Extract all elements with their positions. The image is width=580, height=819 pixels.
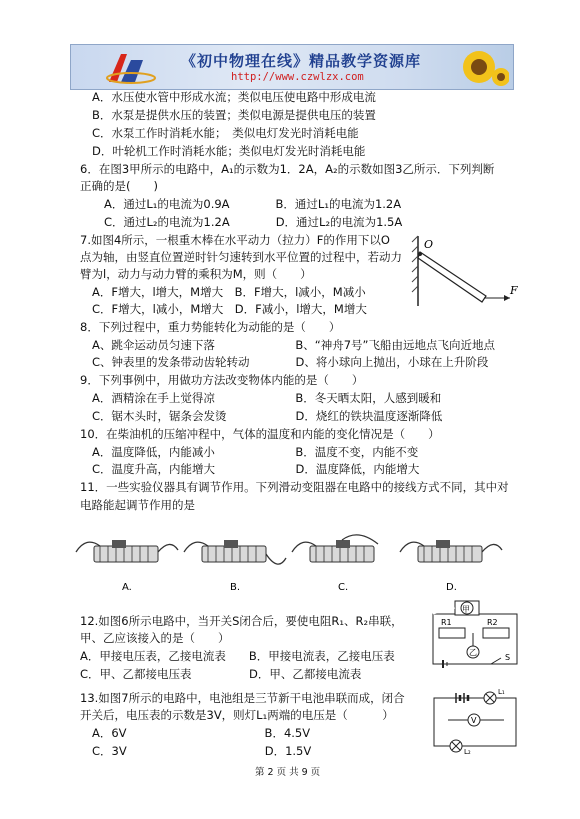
q9-options-ab: A．酒精涂在手上觉得凉 B．冬天晒太阳，人感到暖和	[92, 391, 442, 405]
banner-title: 《初中物理在线》精品教学资源库	[181, 52, 422, 70]
q7-options-cd: C．F增大，l减小，M增大 D．F减小，l增大，M增大	[92, 302, 367, 316]
rheostat-b	[184, 540, 286, 593]
q8-options-cd: C、钟表里的发条带动齿轮转动 D、将小球向上抛出，小球在上升阶段	[92, 355, 489, 369]
q7-stem-1: 7.如图4所示，一根重木棒在水平动力（拉力）F的作用下以O	[80, 233, 390, 247]
header-banner	[70, 44, 514, 90]
figure-rheostats	[72, 528, 512, 598]
q7-options-ab: A．F增大，l增大，M增大 B．F增大，l减小，M减小	[92, 285, 366, 299]
rheostat-d	[400, 540, 502, 593]
fig7-l2: L₂	[464, 748, 471, 756]
fig4-o-label: O	[424, 238, 434, 251]
q5-option-d: D．叶轮机工作时消耗水能；类似电灯发光时消耗电能	[92, 144, 366, 158]
fig6-meter-mid: 乙	[469, 648, 477, 657]
q12-stem-1: 12.如图6所示电路中，当开关S闭合后，要使电阻R₁、R₂串联，	[80, 614, 403, 628]
q7-stem-2: 点为轴，由竖直位置逆时针匀速转到水平位置的过程中，若动力	[80, 250, 402, 264]
rheostat-a-label: A.	[122, 582, 132, 593]
fig6-r2: R2	[487, 618, 498, 627]
q9-options-cd: C．锯木头时，锯条会发烫 D．烧红的铁块温度逐渐降低	[92, 409, 443, 423]
q10-options-ab: A．温度降低，内能减小 B．温度不变，内能不变	[92, 445, 419, 459]
q10-options-cd: C．温度升高，内能增大 D．温度降低，内能增大	[92, 462, 420, 476]
q12-stem-2: 甲、乙应该接入的是（ ）	[80, 631, 230, 645]
q13-stem-2: 开关后，电压表的示数是3V，则灯L₁两端的电压是（ ）	[80, 708, 394, 722]
q8-options-ab: A、跳伞运动员匀速下落 B、“神舟7号”飞船由远地点飞向近地点	[92, 338, 495, 352]
q5-option-c: C．水泵工作时消耗水能； 类似电灯发光时消耗电能	[92, 126, 359, 140]
q10-stem: 10．在柴油机的压缩冲程中，气体的温度和内能的变化情况是（ ）	[80, 427, 440, 441]
banner-url[interactable]: http://www.czwlzx.com	[231, 71, 364, 83]
q5-option-a: A．水压使水管中形成水流；类似电压使电路中形成电流	[92, 90, 376, 104]
q11-stem-1: 11．一些实验仪器具有调节作用。下列滑动变阻器在电路中的接线方式不同，其中对	[80, 480, 509, 494]
page-footer: 第 2 页 共 9 页	[255, 767, 321, 778]
q6-options-cd: C．通过L₂的电流为1.2A D．通过L₂的电流为1.5A	[104, 215, 403, 229]
q13-options-cd: C．3V D．1.5V	[92, 744, 312, 758]
q11-stem-2: 电路能起调节作用的是	[80, 498, 195, 512]
q9-stem: 9．下列事例中，用做功方法改变物体内能的是（ ）	[80, 373, 364, 387]
rheostat-a	[76, 540, 178, 593]
fig6-switch: S	[505, 653, 511, 662]
fig7-v: V	[471, 716, 477, 725]
q7-stem-3: 臂为l，动力与动力臂的乘积为M，则（ ）	[80, 267, 312, 281]
fig6-r1: R1	[441, 618, 452, 627]
rheostat-c	[292, 535, 378, 593]
q6-stem-2: 正确的是( )	[80, 179, 158, 193]
q5-option-b: B．水泵是提供水压的装置；类似电源是提供电压的装置	[92, 108, 376, 122]
q6-stem-1: 6．在图3甲所示的电路中，A₁的示数为1．2A，A₂的示数如图3乙所示．下列判断	[80, 162, 495, 176]
fig4-f-label: F	[510, 284, 518, 297]
rheostat-d-label: D.	[446, 582, 457, 593]
q12-options-cd: C．甲、乙都接电压表 D．甲、乙都接电流表	[80, 667, 362, 681]
rheostat-b-label: B.	[230, 582, 241, 593]
q13-options-ab: A．6V B．4.5V	[92, 726, 311, 740]
figure-6-circuit	[425, 600, 525, 672]
logo-icon	[103, 48, 159, 86]
q6-options-ab: A．通过L₁的电流为0.9A B．通过L₁的电流为1.2A	[104, 197, 402, 211]
fig7-l1: L₁	[498, 688, 505, 696]
rheostat-c-label: C.	[338, 582, 349, 593]
figure-7-circuit	[428, 684, 524, 756]
q13-stem-1: 13.如图7所示的电路中，电池组是三节新干电池串联而成，闭合	[80, 691, 405, 705]
q12-options-ab: A．甲接电压表，乙接电流表 B．甲接电流表，乙接电压表	[80, 649, 395, 663]
sunflower-icon	[439, 47, 509, 87]
q8-stem: 8．下列过程中，重力势能转化为动能的是（ ）	[80, 320, 341, 334]
fig6-meter-top: 甲	[462, 605, 470, 614]
figure-4-lever	[410, 232, 520, 312]
